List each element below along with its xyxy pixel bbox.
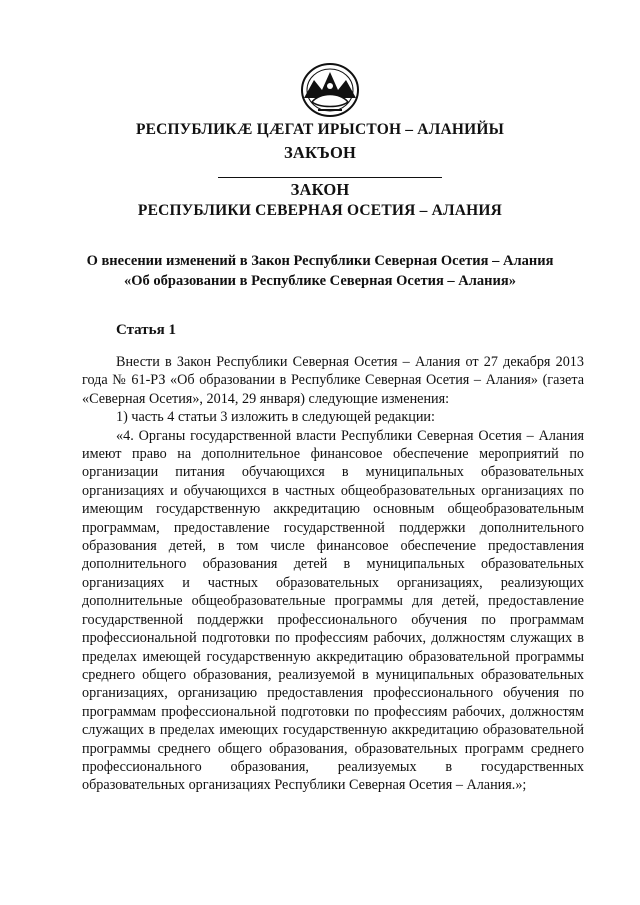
header-divider	[218, 177, 442, 178]
law-title-ossetian: ЗАКЪОН	[283, 143, 357, 162]
coat-of-arms-emblem	[298, 62, 362, 118]
republic-name-russian: РЕСПУБЛИКИ СЕВЕРНАЯ ОСЕТИЯ – АЛАНИЯ	[137, 202, 503, 219]
article-title: Статья 1	[116, 322, 176, 338]
list-item-1: 1) часть 4 статьи 3 изложить в следующей редакции:	[116, 409, 435, 426]
law-subject-line1: О внесении изменений в Закон Республики Северная Осетия – Алания	[86, 253, 554, 269]
intro-paragraph: Внести в Закон Республики Северная Осетия – Алания от 27 декабря 2013 года № 61-РЗ «Об образовании в Республике Северная Осетия – Алания» (газета «Северная Осетия», 2014, 29 января) следующие изменения:	[82, 354, 584, 407]
quoted-amendment: «4. Органы государственной власти Республики Северная Осетия – Алания имеют право на дополнительное финансовое обеспечение мероприятий по организации питания обучающихся в муниципальных образовательных организациях и обучающихся в частных общеобразовательных организациях по имеющим государственную аккредитацию основным общеобразовательным программам, предоставление государственной поддержки дополнительного образования детей, в том числе финансовое обеспечение предоставления дополнительного образования детей в муниципальных образовательных организациях и частных образовательных организациях, реализующих дополнительные общеобразовательные программы для детей, предоставление государственной поддержки профессионального обучения по программам профессиональной подготовки по профессиям рабочих, должностям служащих в пределах имеющей государственную аккредитацию образовательной программы среднего общего образования, реализуемой в муниципальных образовательных организациях, организацию предоставления профессионального обучения по программам профессиональной подготовки по профессиям рабочих, должностям служащих в пределах имеющих государственную аккредитацию образовательной программы среднего общего образования, образовательных программ среднего профессионального образования, реализуемых в государственных образовательных организациях Республики Северная Осетия – Алания.»;	[82, 427, 584, 794]
republic-name-ossetian: РЕСПУБЛИКӔ ЦӔГАТ ИРЫСТОН – АЛАНИЙЫ	[135, 121, 505, 138]
law-subject-line2: «Об образовании в Республике Северная Осетия – Алания»	[124, 273, 516, 289]
law-title-russian: ЗАКОН	[290, 180, 350, 199]
article-body	[82, 353, 584, 795]
